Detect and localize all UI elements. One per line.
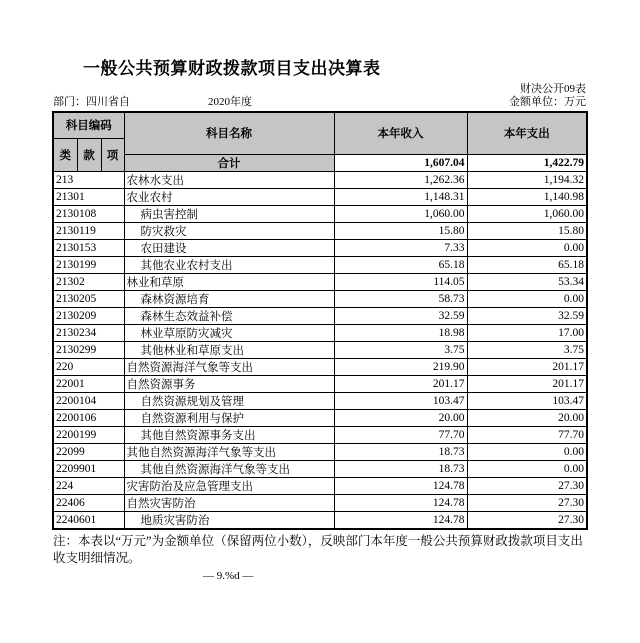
- subject-code-cell: 2130209: [53, 307, 124, 324]
- subject-name-cell: 其他农业农村支出: [124, 256, 334, 273]
- subject-code-cell: 2130299: [53, 341, 124, 358]
- subject-name-cell: 自然灾害防治: [124, 494, 334, 511]
- income-cell: 114.05: [334, 273, 467, 290]
- subject-name-cell: 森林资源培育: [124, 290, 334, 307]
- table-row: [53, 188, 587, 205]
- header-row-1: [53, 112, 587, 138]
- header-code-class: 类: [53, 138, 77, 171]
- subject-name-cell: 自然资源规划及管理: [124, 392, 334, 409]
- income-cell: 7.33: [334, 239, 467, 256]
- total-income: 1,607.04: [334, 154, 467, 171]
- income-cell: 18.73: [334, 460, 467, 477]
- income-cell: 219.90: [334, 358, 467, 375]
- table-row: [53, 477, 587, 494]
- page-title: 一般公共预算财政拨款项目支出决算表: [83, 59, 381, 78]
- expense-cell: 0.00: [467, 290, 587, 307]
- subject-name-cell: 森林生态效益补偿: [124, 307, 334, 324]
- expense-cell: 17.00: [467, 324, 587, 341]
- subject-name-cell: 防灾救灾: [124, 222, 334, 239]
- table-row: [53, 494, 587, 511]
- table-row: [53, 392, 587, 409]
- income-cell: 103.47: [334, 392, 467, 409]
- expense-cell: 20.00: [467, 409, 587, 426]
- income-cell: 1,060.00: [334, 205, 467, 222]
- expense-cell: 27.30: [467, 494, 587, 511]
- subject-name-cell: 林业和草原: [124, 273, 334, 290]
- expense-cell: 201.17: [467, 375, 587, 392]
- income-cell: 65.18: [334, 256, 467, 273]
- subject-name-cell: 其他自然资源事务支出: [124, 426, 334, 443]
- income-cell: 18.73: [334, 443, 467, 460]
- expense-cell: 0.00: [467, 239, 587, 256]
- expense-cell: 3.75: [467, 341, 587, 358]
- subject-name-cell: 地质灾害防治: [124, 511, 334, 529]
- table-row: [53, 341, 587, 358]
- subject-code-cell: 2130119: [53, 222, 124, 239]
- total-expense: 1,422.79: [467, 154, 587, 171]
- subject-code-cell: 22406: [53, 494, 124, 511]
- subject-code-cell: 2130234: [53, 324, 124, 341]
- table-row: [53, 256, 587, 273]
- subject-code-cell: 224: [53, 477, 124, 494]
- table-row: [53, 358, 587, 375]
- income-cell: 77.70: [334, 426, 467, 443]
- table-row: [53, 290, 587, 307]
- subject-code-cell: 2200106: [53, 409, 124, 426]
- subject-code-cell: 21301: [53, 188, 124, 205]
- expense-cell: 15.80: [467, 222, 587, 239]
- table-body: [53, 171, 587, 529]
- income-cell: 1,262.36: [334, 171, 467, 188]
- income-cell: 124.78: [334, 511, 467, 529]
- income-cell: 124.78: [334, 494, 467, 511]
- table-row: [53, 171, 587, 188]
- table-row: [53, 443, 587, 460]
- subject-code-cell: 2209901: [53, 460, 124, 477]
- header-code-group: 科目编码: [53, 112, 124, 138]
- expense-cell: 1,194.32: [467, 171, 587, 188]
- subject-name-cell: 农业农村: [124, 188, 334, 205]
- table-row: [53, 239, 587, 256]
- header-code-section: 款: [77, 138, 101, 171]
- subject-name-cell: 其他林业和草原支出: [124, 341, 334, 358]
- subject-code-cell: 2240601: [53, 511, 124, 529]
- subject-name-cell: 灾害防治及应急管理支出: [124, 477, 334, 494]
- expense-cell: 27.30: [467, 477, 587, 494]
- table-row: [53, 273, 587, 290]
- expense-cell: 1,140.98: [467, 188, 587, 205]
- income-cell: 20.00: [334, 409, 467, 426]
- table-row: [53, 375, 587, 392]
- income-cell: 201.17: [334, 375, 467, 392]
- budget-table: [52, 111, 588, 530]
- subject-code-cell: 2130108: [53, 205, 124, 222]
- subject-name-cell: 自然资源事务: [124, 375, 334, 392]
- subject-code-cell: 2130205: [53, 290, 124, 307]
- income-cell: 15.80: [334, 222, 467, 239]
- table-row: [53, 307, 587, 324]
- expense-cell: 77.70: [467, 426, 587, 443]
- income-cell: 18.98: [334, 324, 467, 341]
- subject-code-cell: 2200104: [53, 392, 124, 409]
- table-row: [53, 426, 587, 443]
- subject-name-cell: 其他自然资源海洋气象等支出: [124, 443, 334, 460]
- subject-name-cell: 自然资源海洋气象等支出: [124, 358, 334, 375]
- subject-code-cell: 220: [53, 358, 124, 375]
- subject-name-cell: 农林水支出: [124, 171, 334, 188]
- subject-code-cell: 213: [53, 171, 124, 188]
- amount-unit-label: 金额单位：万元: [509, 96, 586, 108]
- page-number: — 9.%d —: [203, 570, 254, 582]
- table-row: [53, 222, 587, 239]
- header-subject-name: 科目名称: [124, 112, 334, 154]
- department-label: 部门：四川省自: [53, 96, 130, 108]
- expense-cell: 1,060.00: [467, 205, 587, 222]
- subject-name-cell: 其他自然资源海洋气象等支出: [124, 460, 334, 477]
- subject-code-cell: 2200199: [53, 426, 124, 443]
- subject-code-cell: 22099: [53, 443, 124, 460]
- form-code-label: 财决公开09表: [520, 83, 586, 95]
- header-code-item: 项: [101, 138, 124, 171]
- expense-cell: 103.47: [467, 392, 587, 409]
- total-row: [53, 154, 587, 171]
- income-cell: 124.78: [334, 477, 467, 494]
- table-row: [53, 205, 587, 222]
- expense-cell: 65.18: [467, 256, 587, 273]
- expense-cell: 201.17: [467, 358, 587, 375]
- header-expense: 本年支出: [467, 112, 587, 154]
- expense-cell: 0.00: [467, 443, 587, 460]
- subject-name-cell: 病虫害控制: [124, 205, 334, 222]
- income-cell: 58.73: [334, 290, 467, 307]
- table-row: [53, 324, 587, 341]
- income-cell: 32.59: [334, 307, 467, 324]
- subject-code-cell: 22001: [53, 375, 124, 392]
- footnote: 注：本表以“万元”为金额单位（保留两位小数），反映部门本年度一般公共预算财政拨款项目支出收支明细情况。: [53, 534, 583, 565]
- subject-code-cell: 2130153: [53, 239, 124, 256]
- expense-cell: 32.59: [467, 307, 587, 324]
- income-cell: 1,148.31: [334, 188, 467, 205]
- expense-cell: 0.00: [467, 460, 587, 477]
- subject-code-cell: 2130199: [53, 256, 124, 273]
- expense-cell: 53.34: [467, 273, 587, 290]
- subject-name-cell: 农田建设: [124, 239, 334, 256]
- subject-name-cell: 林业草原防灾减灾: [124, 324, 334, 341]
- subject-code-cell: 21302: [53, 273, 124, 290]
- total-label: 合计: [124, 154, 334, 171]
- subject-name-cell: 自然资源利用与保护: [124, 409, 334, 426]
- table-row: [53, 511, 587, 529]
- income-cell: 3.75: [334, 341, 467, 358]
- fiscal-year-label: 2020年度: [208, 96, 252, 108]
- meta-row: [0, 93, 640, 109]
- expense-cell: 27.30: [467, 511, 587, 529]
- table-row: [53, 460, 587, 477]
- header-income: 本年收入: [334, 112, 467, 154]
- table-row: [53, 409, 587, 426]
